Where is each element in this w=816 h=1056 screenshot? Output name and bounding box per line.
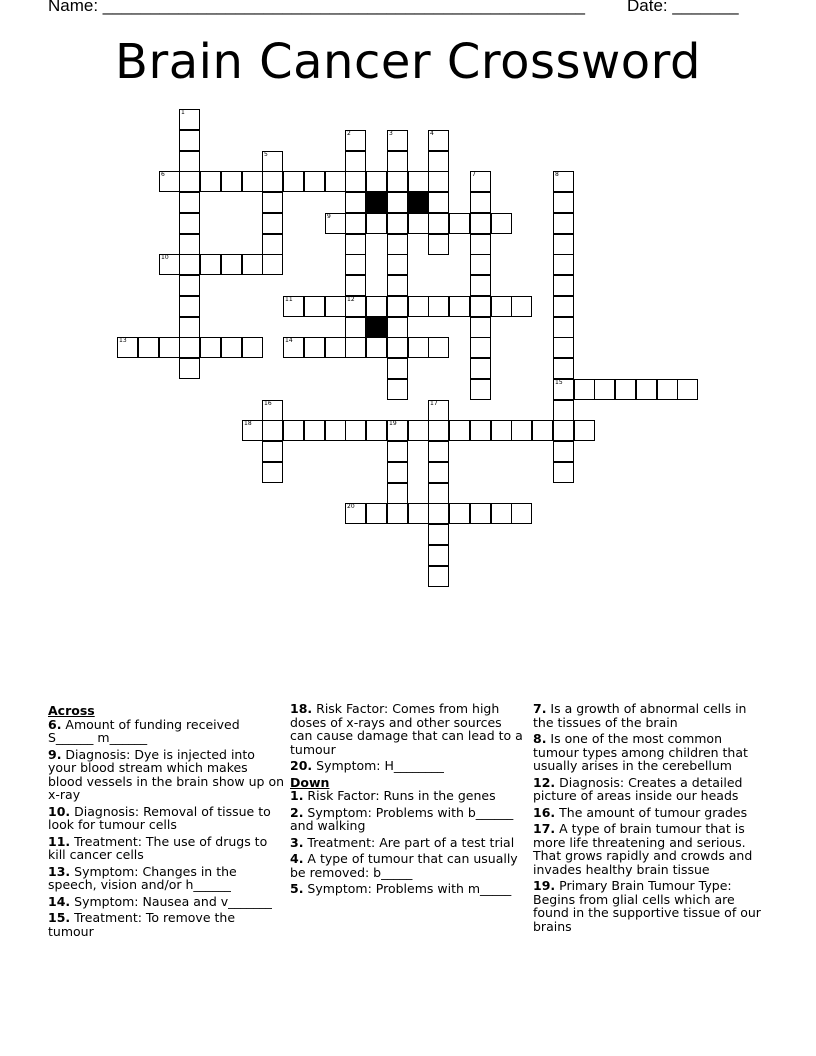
clue-number: 10 xyxy=(161,254,169,261)
clue-number-label: 4. xyxy=(290,851,304,866)
clue-item xyxy=(290,789,526,803)
clue-item xyxy=(533,879,769,933)
clue-number-label: 19. xyxy=(533,878,556,893)
clue-number: 5 xyxy=(264,151,268,158)
grid-cell[interactable] xyxy=(491,503,512,524)
grid-cell[interactable] xyxy=(242,254,263,275)
grid-cell[interactable] xyxy=(387,379,408,400)
clue-number: 3 xyxy=(389,130,393,137)
grid-cell[interactable] xyxy=(428,420,449,441)
clue-item xyxy=(48,748,284,802)
grid-cell[interactable] xyxy=(345,192,366,213)
grid-cell[interactable] xyxy=(553,462,574,483)
grid-cell[interactable] xyxy=(345,317,366,338)
page-title: Brain Cancer Crossword xyxy=(115,34,701,90)
date-field-label: Date: _______ xyxy=(627,0,739,15)
clue-number-label: 15. xyxy=(48,910,71,925)
grid-cell[interactable] xyxy=(428,545,449,566)
clue-item xyxy=(48,835,284,862)
grid-cell[interactable] xyxy=(677,379,698,400)
grid-cell[interactable] xyxy=(428,503,449,524)
grid-cell[interactable] xyxy=(138,337,159,358)
grid-cell[interactable] xyxy=(553,420,574,441)
grid-cell[interactable] xyxy=(491,213,512,234)
grid-cell[interactable] xyxy=(428,234,449,255)
clue-number-label: 13. xyxy=(48,863,71,879)
clue-number-label: 5. xyxy=(290,881,304,896)
grid-cell[interactable] xyxy=(408,420,429,441)
grid-cell[interactable] xyxy=(345,234,366,255)
clue-number: 13 xyxy=(119,337,127,344)
grid-cell[interactable] xyxy=(428,337,449,358)
grid-cell[interactable] xyxy=(553,400,574,421)
grid-cell[interactable] xyxy=(449,213,470,234)
grid-cell[interactable] xyxy=(159,337,180,358)
clue-text: Symptom: Problems with b______ and walking xyxy=(290,804,514,833)
grid-cell[interactable] xyxy=(470,213,491,234)
clue-text: Risk Factor: Runs in the genes xyxy=(303,788,496,803)
grid-cell[interactable] xyxy=(470,234,491,255)
grid-cell[interactable] xyxy=(387,441,408,462)
clue-item xyxy=(290,852,526,879)
clue-text: Primary Brain Tumour Type: Begins from glial cells which are found in the supportive tissue of our brains xyxy=(533,878,761,934)
grid-cell[interactable] xyxy=(262,171,283,192)
grid-cell[interactable] xyxy=(553,296,574,317)
grid-cell[interactable] xyxy=(615,379,636,400)
grid-cell[interactable] xyxy=(325,420,346,441)
clue-item xyxy=(533,822,769,876)
clue-item xyxy=(533,806,769,820)
grid-cell[interactable] xyxy=(449,296,470,317)
grid-cell[interactable] xyxy=(366,171,387,192)
grid-cell[interactable] xyxy=(262,254,283,275)
clue-number-label: 8. xyxy=(533,731,547,746)
clue-number: 14 xyxy=(285,337,293,344)
clue-text: Treatment: The use of drugs to kill cancer cells xyxy=(48,833,268,862)
grid-cell[interactable] xyxy=(511,503,532,524)
grid-cell[interactable] xyxy=(304,420,325,441)
grid-cell[interactable] xyxy=(428,566,449,587)
clue-number-label: 6. xyxy=(48,716,62,732)
clue-number-label: 2. xyxy=(290,804,304,820)
grid-cell[interactable] xyxy=(221,171,242,192)
clue-number: 2 xyxy=(347,130,351,137)
grid-cell[interactable] xyxy=(262,441,283,462)
clue-number: 9 xyxy=(327,213,331,220)
grid-cell[interactable] xyxy=(325,296,346,317)
grid-cell[interactable] xyxy=(283,420,304,441)
clue-text: Symptom: Nausea and v_______ xyxy=(70,893,272,909)
grid-cell[interactable] xyxy=(366,296,387,317)
clue-item xyxy=(290,806,526,833)
black-square xyxy=(408,192,429,213)
grid-cell[interactable] xyxy=(387,151,408,172)
clue-number-label: 11. xyxy=(48,833,71,849)
clue-text: A type of brain tumour that is more life threatening and serious. That grows rapidly and crowds and invades healthy brain tissue xyxy=(533,821,753,877)
grid-cell[interactable] xyxy=(428,483,449,504)
clue-item xyxy=(48,865,284,892)
grid-cell[interactable] xyxy=(345,254,366,275)
down-heading: Down xyxy=(290,774,330,790)
grid-cell[interactable] xyxy=(657,379,678,400)
clue-column-3 xyxy=(533,702,769,936)
grid-cell[interactable] xyxy=(179,171,200,192)
clue-item xyxy=(48,805,284,832)
grid-cell[interactable] xyxy=(242,171,263,192)
clue-number: 11 xyxy=(285,296,293,303)
grid-cell[interactable] xyxy=(491,296,512,317)
grid-cell[interactable] xyxy=(428,192,449,213)
clue-number: 15 xyxy=(555,379,563,386)
grid-cell[interactable] xyxy=(470,317,491,338)
grid-cell[interactable] xyxy=(574,379,595,400)
grid-cell[interactable] xyxy=(636,379,657,400)
clue-number-label: 14. xyxy=(48,893,71,909)
grid-cell[interactable] xyxy=(387,296,408,317)
grid-cell[interactable] xyxy=(387,254,408,275)
clue-item xyxy=(290,882,526,896)
grid-cell[interactable] xyxy=(470,379,491,400)
clue-number-label: 1. xyxy=(290,788,304,803)
grid-cell[interactable] xyxy=(470,337,491,358)
clue-number: 12 xyxy=(347,296,355,303)
grid-cell[interactable] xyxy=(242,337,263,358)
grid-cell[interactable] xyxy=(345,420,366,441)
grid-cell[interactable] xyxy=(470,503,491,524)
grid-cell[interactable] xyxy=(262,420,283,441)
grid-cell[interactable] xyxy=(179,151,200,172)
grid-cell[interactable] xyxy=(449,420,470,441)
grid-cell[interactable] xyxy=(594,379,615,400)
clue-number-label: 18. xyxy=(290,701,313,716)
grid-cell[interactable] xyxy=(345,275,366,296)
grid-cell[interactable] xyxy=(366,213,387,234)
grid-cell[interactable] xyxy=(262,462,283,483)
grid-cell[interactable] xyxy=(387,192,408,213)
clue-text: The amount of tumour grades xyxy=(555,804,748,820)
grid-cell[interactable] xyxy=(283,171,304,192)
grid-cell[interactable] xyxy=(470,420,491,441)
grid-cell[interactable] xyxy=(262,192,283,213)
grid-cell[interactable] xyxy=(325,171,346,192)
grid-cell[interactable] xyxy=(179,358,200,379)
grid-cell[interactable] xyxy=(262,234,283,255)
clue-column-2 xyxy=(290,702,526,899)
clue-number-label: 20. xyxy=(290,758,313,773)
clue-item xyxy=(533,702,769,729)
black-square xyxy=(366,317,387,338)
clue-text: Symptom: Problems with m_____ xyxy=(303,881,512,896)
grid-cell[interactable] xyxy=(408,503,429,524)
clue-number: 4 xyxy=(430,130,434,137)
clue-item xyxy=(290,836,526,850)
clue-text: Is one of the most common tumour types among children that usually arises in the cerebellum xyxy=(533,731,748,773)
grid-cell[interactable] xyxy=(304,337,325,358)
grid-cell[interactable] xyxy=(428,171,449,192)
grid-cell[interactable] xyxy=(304,171,325,192)
grid-cell[interactable] xyxy=(553,192,574,213)
grid-cell[interactable] xyxy=(345,337,366,358)
grid-cell[interactable] xyxy=(553,358,574,379)
clue-item xyxy=(533,732,769,773)
grid-cell[interactable] xyxy=(470,254,491,275)
grid-cell[interactable] xyxy=(491,420,512,441)
grid-cell[interactable] xyxy=(366,420,387,441)
grid-cell[interactable] xyxy=(553,441,574,462)
clue-item xyxy=(290,759,526,773)
grid-cell[interactable] xyxy=(345,213,366,234)
grid-cell[interactable] xyxy=(387,317,408,338)
grid-cell[interactable] xyxy=(511,296,532,317)
grid-cell[interactable] xyxy=(179,254,200,275)
clue-text: Diagnosis: Dye is injected into your blood stream which makes blood vessels in the brain show up on x-ray xyxy=(48,746,285,802)
grid-cell[interactable] xyxy=(470,358,491,379)
grid-cell[interactable] xyxy=(366,503,387,524)
grid-cell[interactable] xyxy=(179,130,200,151)
clue-number-label: 7. xyxy=(533,701,547,716)
grid-cell[interactable] xyxy=(387,234,408,255)
grid-cell[interactable] xyxy=(262,213,283,234)
grid-cell[interactable] xyxy=(553,275,574,296)
grid-cell[interactable] xyxy=(179,337,200,358)
grid-cell[interactable] xyxy=(470,275,491,296)
clue-text: Diagnosis: Creates a detailed picture of areas inside our heads xyxy=(533,774,743,803)
name-field-label: Name: ___________________________________________________ xyxy=(48,0,585,15)
grid-cell[interactable] xyxy=(345,151,366,172)
clue-text: Is a growth of abnormal cells in the tissues of the brain xyxy=(533,701,747,730)
clue-number: 17 xyxy=(430,400,438,407)
grid-cell[interactable] xyxy=(428,441,449,462)
grid-cell[interactable] xyxy=(387,337,408,358)
clue-number: 8 xyxy=(555,171,559,178)
clue-number: 16 xyxy=(264,400,272,407)
grid-cell[interactable] xyxy=(449,503,470,524)
clue-text: Symptom: Changes in the speech, vision and/or h______ xyxy=(48,863,237,892)
grid-cell[interactable] xyxy=(428,151,449,172)
grid-cell[interactable] xyxy=(387,462,408,483)
across-heading: Across xyxy=(48,703,95,718)
grid-cell[interactable] xyxy=(553,234,574,255)
black-square xyxy=(366,192,387,213)
grid-cell[interactable] xyxy=(179,192,200,213)
grid-cell[interactable] xyxy=(221,337,242,358)
grid-cell[interactable] xyxy=(179,234,200,255)
grid-cell[interactable] xyxy=(532,420,553,441)
clue-text: Treatment: Are part of a test trial xyxy=(303,834,515,850)
grid-cell[interactable] xyxy=(179,317,200,338)
grid-cell[interactable] xyxy=(387,358,408,379)
grid-cell[interactable] xyxy=(428,296,449,317)
clue-item xyxy=(533,776,769,803)
grid-cell[interactable] xyxy=(366,337,387,358)
clue-number: 6 xyxy=(161,171,165,178)
grid-cell[interactable] xyxy=(428,213,449,234)
clue-number: 7 xyxy=(472,171,476,178)
grid-cell[interactable] xyxy=(408,171,429,192)
grid-cell[interactable] xyxy=(553,213,574,234)
clue-text: Symptom: H________ xyxy=(312,758,444,773)
clue-item xyxy=(48,911,284,938)
grid-cell[interactable] xyxy=(470,192,491,213)
grid-cell[interactable] xyxy=(200,171,221,192)
clue-number: 19 xyxy=(389,420,397,427)
grid-cell[interactable] xyxy=(387,171,408,192)
grid-cell[interactable] xyxy=(387,213,408,234)
clue-number: 18 xyxy=(244,420,252,427)
grid-cell[interactable] xyxy=(408,213,429,234)
grid-cell[interactable] xyxy=(325,337,346,358)
grid-cell[interactable] xyxy=(221,254,242,275)
grid-cell[interactable] xyxy=(553,254,574,275)
clue-column-1 xyxy=(48,702,284,941)
grid-cell[interactable] xyxy=(574,420,595,441)
grid-cell[interactable] xyxy=(200,254,221,275)
grid-cell[interactable] xyxy=(408,337,429,358)
clue-number: 20 xyxy=(347,503,355,510)
grid-cell[interactable] xyxy=(387,483,408,504)
grid-cell[interactable] xyxy=(470,296,491,317)
clue-number-label: 16. xyxy=(533,804,556,820)
clue-text: A type of tumour that can usually be removed: b_____ xyxy=(290,851,518,880)
clue-number: 1 xyxy=(181,109,185,116)
clue-item xyxy=(48,895,284,909)
grid-cell[interactable] xyxy=(304,296,325,317)
grid-cell[interactable] xyxy=(511,420,532,441)
clue-text: Diagnosis: Removal of tissue to look for tumour cells xyxy=(48,803,271,832)
grid-cell[interactable] xyxy=(200,337,221,358)
clue-item xyxy=(290,702,526,756)
grid-cell[interactable] xyxy=(179,296,200,317)
clue-number-label: 10. xyxy=(48,803,71,819)
clue-number-label: 9. xyxy=(48,746,62,762)
clue-text: Risk Factor: Comes from high doses of x-rays and other sources can cause damage that can lead to a tumour xyxy=(290,701,523,757)
clue-text: Treatment: To remove the tumour xyxy=(48,910,236,939)
clue-text: Amount of funding received S______ m______ xyxy=(48,716,240,745)
grid-cell[interactable] xyxy=(553,337,574,358)
grid-cell[interactable] xyxy=(428,462,449,483)
clue-number-label: 3. xyxy=(290,834,304,850)
grid-cell[interactable] xyxy=(387,275,408,296)
clue-number-label: 17. xyxy=(533,821,556,836)
grid-cell[interactable] xyxy=(179,275,200,296)
grid-cell[interactable] xyxy=(428,524,449,545)
clue-item xyxy=(48,718,284,745)
grid-cell[interactable] xyxy=(408,296,429,317)
grid-cell[interactable] xyxy=(179,213,200,234)
clue-number-label: 12. xyxy=(533,774,556,790)
grid-cell[interactable] xyxy=(345,171,366,192)
grid-cell[interactable] xyxy=(387,503,408,524)
grid-cell[interactable] xyxy=(553,317,574,338)
